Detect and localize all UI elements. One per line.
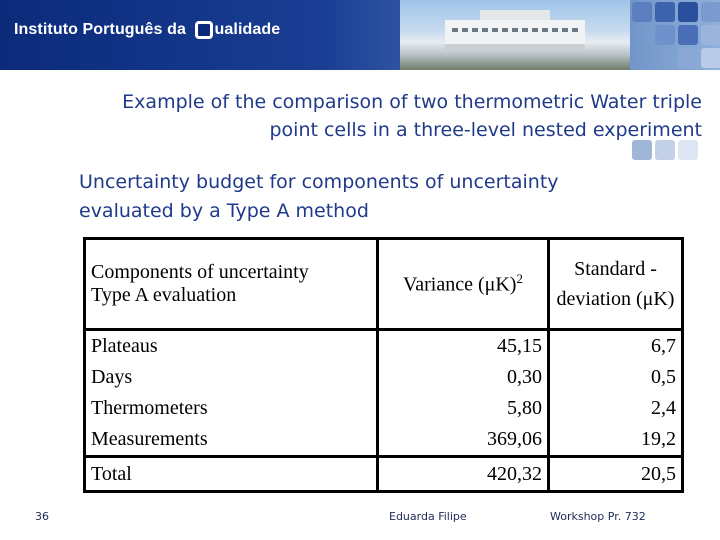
header-variance-exponent: 2 bbox=[516, 271, 523, 287]
header-std-deviation bbox=[549, 239, 683, 330]
components-cell bbox=[85, 330, 378, 457]
header-variance-label: Variance (μK) bbox=[403, 273, 517, 296]
organization-logo bbox=[14, 21, 280, 39]
variance-value: 369,06 bbox=[487, 428, 542, 450]
table-header-row bbox=[85, 239, 683, 330]
org-name-part2: ualidade bbox=[214, 21, 281, 38]
header-banner bbox=[0, 0, 720, 70]
header-std-line2: deviation (μK) bbox=[556, 288, 675, 310]
slide-title-line1: Example of the comparison of two thermometric Water triple bbox=[122, 91, 702, 113]
header-variance bbox=[378, 239, 549, 330]
q-logo-icon bbox=[195, 21, 213, 39]
building-windows bbox=[452, 28, 578, 32]
total-std: 20,5 bbox=[549, 457, 683, 492]
tile bbox=[655, 25, 675, 45]
slide-subtitle bbox=[79, 168, 639, 226]
table-total-row bbox=[85, 457, 683, 492]
header-std-line1: Standard - bbox=[574, 258, 657, 280]
component-name: Days bbox=[91, 366, 133, 388]
header-components-line1: Components of uncertainty bbox=[91, 261, 309, 283]
table-body-row bbox=[85, 330, 683, 457]
building-photo bbox=[400, 0, 630, 70]
page-number: 36 bbox=[35, 510, 49, 523]
std-value: 6,7 bbox=[651, 335, 676, 357]
tile bbox=[678, 25, 698, 45]
footer-author: Eduarda Filipe bbox=[389, 510, 467, 523]
total-variance: 420,32 bbox=[378, 457, 549, 492]
tile bbox=[701, 48, 720, 68]
slide-title bbox=[40, 88, 702, 144]
tile bbox=[678, 2, 698, 22]
component-name: Measurements bbox=[91, 428, 208, 450]
building-body bbox=[445, 20, 585, 50]
variance-value: 0,30 bbox=[507, 366, 542, 388]
component-name: Plateaus bbox=[91, 335, 158, 357]
uncertainty-table bbox=[83, 237, 684, 492]
std-value: 0,5 bbox=[651, 366, 676, 388]
tile bbox=[678, 48, 698, 68]
std-cell bbox=[549, 330, 683, 457]
std-value: 19,2 bbox=[641, 428, 676, 450]
variance-cell bbox=[378, 330, 549, 457]
tile bbox=[701, 2, 720, 22]
header-components-line2: Type A evaluation bbox=[91, 284, 237, 306]
slide-subtitle-line1: Uncertainty budget for components of uncertainty bbox=[79, 171, 559, 193]
tile bbox=[701, 25, 720, 45]
tile bbox=[655, 2, 675, 22]
total-label: Total bbox=[85, 457, 378, 492]
org-name-part1: Instituto Português da bbox=[14, 21, 191, 38]
variance-value: 5,80 bbox=[507, 397, 542, 419]
variance-value: 45,15 bbox=[497, 335, 542, 357]
std-value: 2,4 bbox=[651, 397, 676, 419]
footer-event: Workshop Pr. 732 bbox=[550, 510, 646, 523]
component-name: Thermometers bbox=[91, 397, 208, 419]
slide-title-line2: point cells in a three-level nested experiment bbox=[269, 119, 702, 141]
tile bbox=[632, 2, 652, 22]
slide-subtitle-line2: evaluated by a Type A method bbox=[79, 200, 369, 222]
header-components bbox=[85, 239, 378, 330]
